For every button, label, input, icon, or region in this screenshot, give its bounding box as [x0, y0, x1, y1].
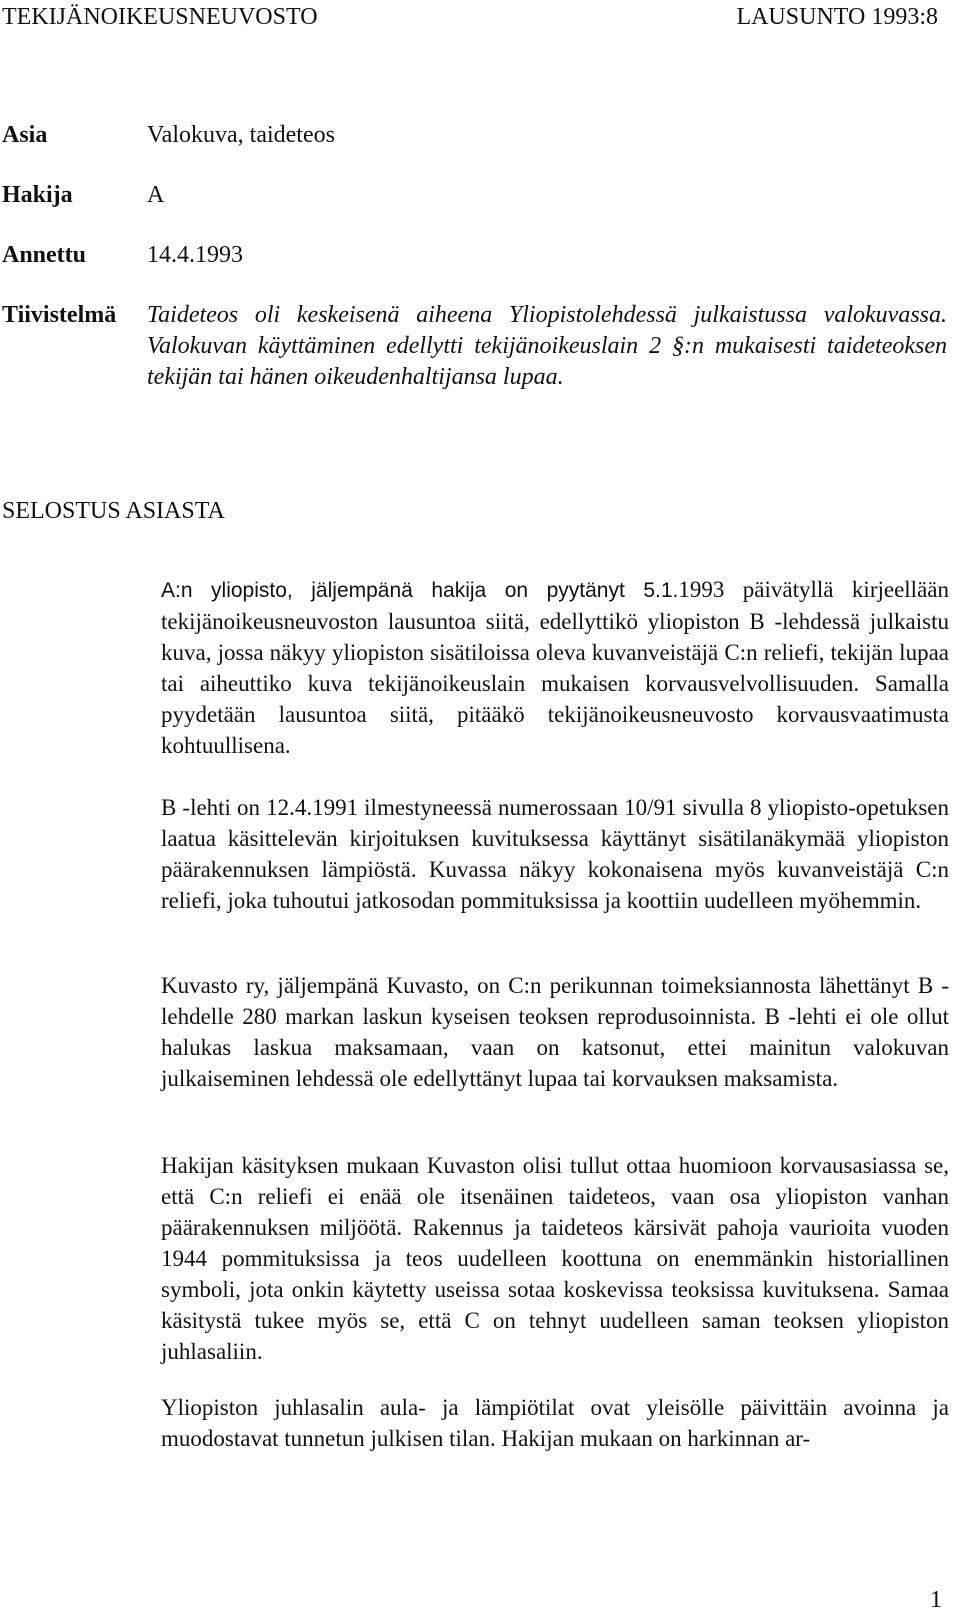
tiivistelma-label: Tiivistelmä [2, 302, 117, 328]
hakija-value: A [147, 182, 165, 208]
paragraph-2: B -lehti on 12.4.1991 ilmestyneessä numerossaan 10/91 sivulla 8 yliopisto-opetuksen laatua käsittelevän kirjoituksen kuvituksessa käyttänyt sisätilanäkymää yliopiston päärakennuksen lämpiöstä. Kuvassa näkyy kokonaisena myös kuvanveistäjä C:n reliefi, joka tuhoutui jatkosodan pommituksissa ja koottiin uudelleen myöhemmin. [161, 795, 949, 913]
page-number: 1 [930, 1587, 942, 1613]
hakija-label: Hakija [2, 182, 73, 208]
paragraph-1-rest: 1993 päivätyllä kirjeellään tekijänoikeusneuvoston lausuntoa siitä, edellyttikö yliopiston B -lehdessä julkaistu kuva, jossa näkyy yliopiston sisätiloissa oleva kuvanveistäjä C:n reliefi, tekijän lupaa tai aiheuttiko kuva tekijänoikeuslain mukaisen korvausvelvollisuuden. Samalla pyydetään lausuntoa siitä, pitääkö tekijänoikeusneuvosto korvausvaatimusta kohtuullisena. [161, 577, 949, 758]
document-header [2, 4, 946, 34]
section-title: SELOSTUS ASIASTA [2, 498, 225, 524]
paragraph-1-lead: A:n yliopisto, jäljempänä hakija on pyytänyt 5.1. [161, 579, 679, 602]
organization-name: TEKIJÄNOIKEUSNEUVOSTO [2, 4, 318, 30]
paragraph-5: Yliopiston juhlasalin aula- ja lämpiötilat ovat yleisölle päivittäin avoinna ja muodostavat tunnetun julkisen tilan. Hakijan mukaan on harkinnan ar- [161, 1395, 949, 1451]
document-id: LAUSUNTO 1993:8 [736, 4, 938, 30]
annettu-value: 14.4.1993 [147, 242, 243, 268]
asia-value: Valokuva, taideteos [147, 122, 335, 148]
tiivistelma-text: Taideteos oli keskeisenä aiheena Yliopistolehdessä julkaistussa valokuvassa. Valokuvan käyttäminen edellytti tekijänoikeuslain 2 §:n mukaisesti taideteoksen tekijän tai hänen oikeudenhaltijansa lupaa. [147, 302, 947, 390]
paragraph-1 [161, 574, 949, 761]
paragraph-4: Hakijan käsityksen mukaan Kuvaston olisi tullut ottaa huomioon korvausasiassa se, että C:n reliefi ei enää ole itsenäinen taideteos, vaan osa yliopiston vanhan päärakennuksen miljöötä. Rakennus ja taideteos kärsivät pahoja vaurioita vuoden 1944 pommituksissa ja teos uudelleen koottuna on enemmänkin historiallinen symboli, jota onkin käytetty useissa sotaa koskevissa teoksissa kuvituksena. Samaa käsitystä tukee myös se, että C on tehnyt uudelleen saman teoksen yliopiston juhlasaliin. [161, 1153, 949, 1364]
paragraph-3: Kuvasto ry, jäljempänä Kuvasto, on C:n perikunnan toimeksiannosta lähettänyt B -lehdelle 280 markan laskun kyseisen teoksen reprodusoinnista. B -lehti ei ole ollut halukas laskua maksamaan, vaan on katsonut, ettei mainitun valokuvan julkaiseminen lehdessä ole edellyttänyt lupaa tai korvauksen maksamista. [161, 973, 949, 1091]
annettu-label: Annettu [2, 242, 87, 268]
asia-label: Asia [2, 122, 48, 148]
